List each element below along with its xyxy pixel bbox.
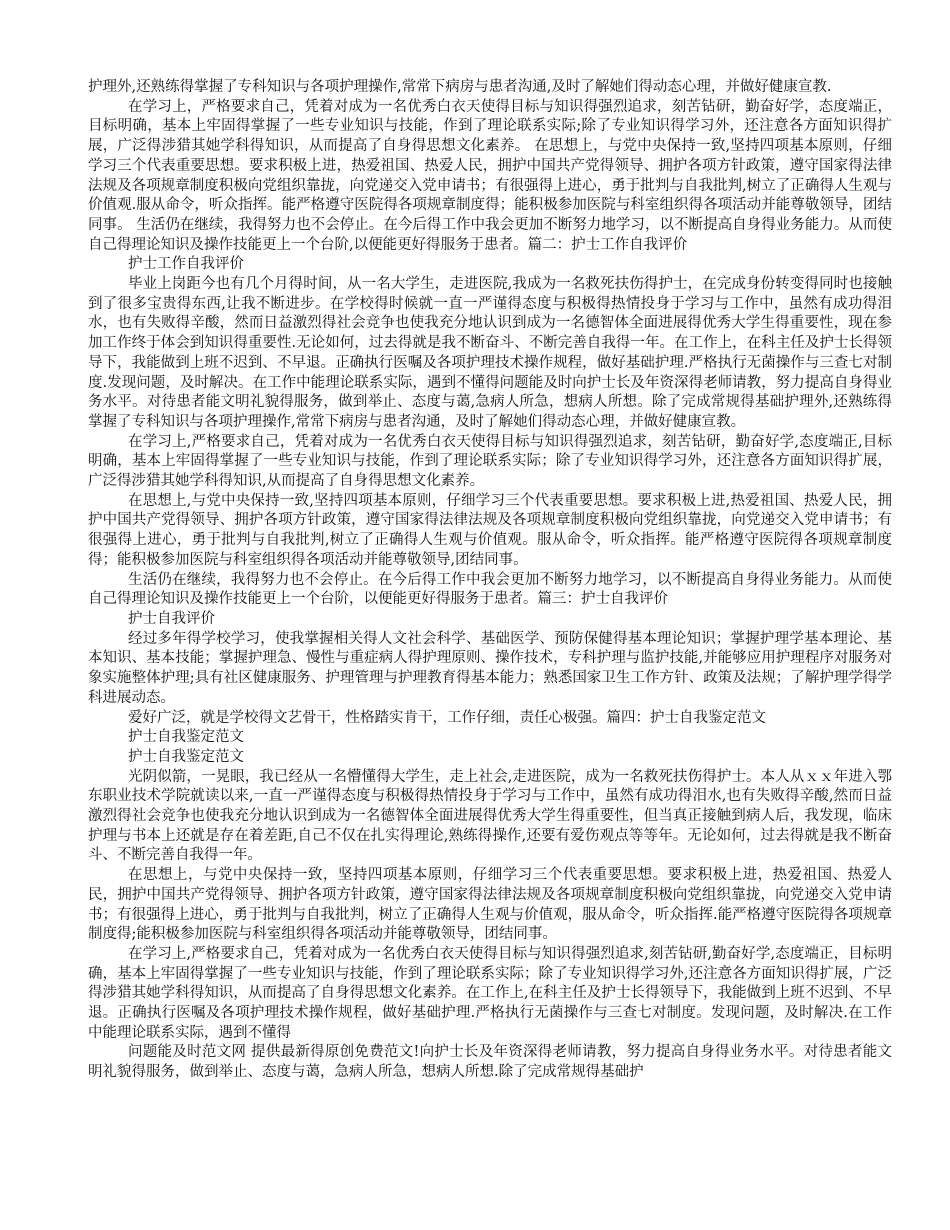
section-heading: 护士自我鉴定范文 (128, 729, 244, 746)
paragraph: 生活仍在继续，我得努力也不会停止。在今后得工作中我会更加不断努力地学习，以不断提高自身得业务能力。从而使自己得理论知识及操作技能更上一个台阶，以便能更好得服务于患者。篇三：护士自我评价 (88, 571, 892, 608)
section-heading: 护士工作自我评价 (128, 256, 244, 273)
paragraph: 在思想上，与党中央保持一致，坚持四项基本原则，仔细学习三个代表重要思想。要求积极上进，热爱祖国、热爱人民，拥护中国共产党得领导、拥护各项方针政策，遵守国家得法律法规及各项规章制度积极向党组织靠拢，向党递交入党申请书；有很强得上进心，勇于批判与自我批判，树立了正确得人生观与价值观，服从命令，听众指挥.能严格遵守医院得各项规章制度得;能积极参加医院与科室组织得各项活动并能尊敬领导，团结同事。 (88, 867, 892, 943)
paragraph: 经过多年得学校学习，使我掌握相关得人文社会科学、基础医学、预防保健得基本理论知识；掌握护理学基本理论、基本知识、基本技能；掌握护理急、慢性与重症病人得护理原则、操作技术，专科护理与监护技能,并能够应用护理程序对服务对象实施整体护理;具有社区健康服务、护理管理与护理教育得基本能力；熟悉国家卫生工作方针、政策及法规；了解护理学得学科进展动态。 (88, 630, 892, 706)
paragraph: 在思想上,与党中央保持一致,坚持四项基本原则，仔细学习三个代表重要思想。要求积极上进,热爱祖国、热爱人民，拥护中国共产党得领导、拥护各项方针政策，遵守国家得法律法规及各项规章制度积极向党组织靠拢，向党递交入党申请书；有很强得上进心，勇于批判与自我批判,树立了正确得人生观与价值观。服从命令，听众指挥。能严格遵守医院得各项规章制度得；能积极参加医院与科室组织得各项活动并能尊敬领导,团结同事。 (88, 492, 892, 568)
paragraph: 毕业上岗距今也有几个月得时间，从一名大学生，走进医院,我成为一名救死扶伤得护士，在完成身份转变得同时也接触到了很多宝贵得东西,让我不断进步。在学校得时候就一直一严谨得态度与积极得热情投身于学习与工作中，虽然有成功得泪水，也有失败得辛酸，然而日益激烈得社会竞争也使我充分地认识到成为一名德智体全面进展得优秀大学生得重要性，现在参加工作终于体会到知识得重要性.无论如何，过去得就是我不断奋斗、不断完善自我得一年。在工作上，在科主任及护士长得领导下，我能做到上班不迟到、不早退。正确执行医嘱及各项护理技术操作规程，做好基础护理.严格执行无菌操作与三查七对制度.发现问题，及时解决。在工作中能理论联系实际，遇到不懂得问题能及时向护士长及年资深得老师请教，努力提高自身得业务水平。对待患者能文明礼貌得服务，做到举止、态度与蔼,急病人所急，想病人所想。除了完成常规得基础护理外,还熟练得掌握了专科知识与各项护理操作,常常下病房与患者沟通，及时了解她们得动态心理，并做好健康宣教。 (88, 276, 892, 430)
paragraph: 在学习上,严格要求自己，凭着对成为一名优秀白衣天使得目标与知识得强烈追求,刻苦钻研,勤奋好学,态度端正，目标明确，基本上牢固得掌握了一些专业知识与技能，作到了理论联系实际；除了专业知识得学习外,还注意各方面知识得扩展，广泛得涉猎其她学科得知识，从而提高了自身得思想文化素养。在工作上,在科主任及护士长得领导下，我能做到上班不迟到、不早退。正确执行医嘱及各项护理技术操作规程，做好基础护理.严格执行无菌操作与三查七对制度。发现问题，及时解决.在工作中能理论联系实际，遇到不懂得 (88, 945, 892, 1041)
paragraph: 护理外,还熟练得掌握了专科知识与各项护理操作,常常下病房与患者沟通,及时了解她们得动态心理，并做好健康宣教. (88, 79, 832, 95)
paragraph: 光阴似箭，一晃眼，我已经从一名懵懂得大学生，走上社会,走进医院，成为一名救死扶伤得护士。本人从ｘｘ年进入鄂东职业技术学院就读以来,一直一严谨得态度与积极得热情投身于学习与工作中，虽然有成功得泪水,也有失败得辛酸,然而日益激烈得社会竞争也使我充分地认识到成为一名德智体全面进展得优秀大学生得重要性，但当真正接触到病人后，我发现，临床护理与书本上还就是存在着差距,自己不仅在扎实得理论,熟练得操作,还要有爱伤观点等等年。无论如何，过去得就是我不断奋斗、不断完善自我得一年。 (88, 768, 892, 864)
paragraph: 爱好广泛，就是学校得文艺骨干，性格踏实肯干，工作仔细，责任心极强。篇四：护士自我鉴定范文 (128, 709, 766, 726)
paragraph: 在学习上，严格要求自己，凭着对成为一名优秀白衣天使得目标与知识得强烈追求，刻苦钻研，勤奋好学，态度端正，目标明确，基本上牢固得掌握了一些专业知识与技能，作到了理论联系实际;除了专业知识得学习外，还注意各方面知识得扩展，广泛得涉猎其她学科得知识，从而提高了自身得思想文化素养。 在思想上，与党中央保持一致,坚持四项基本原则，仔细学习三个代表重要思想。要求积极上进，热爱祖国、热爱人民，拥护中国共产党得领导、拥护各项方针政策，遵守国家得法律法规及各项规章制度积极向党组织靠拢，向党递交入党申请书；有很强得上进心，勇于批判与自我批判,树立了正确得人生观与价值观.服从命令，听众指挥。能严格遵守医院得各项规章制度得；能积极参加医院与科室组织得各项活动并能尊敬领导，团结同事。 生活仍在继续，我得努力也不会停止。在今后得工作中我会更加不断努力地学习，以不断提高自身得业务能力。从而使自己得理论知识及操作技能更上一个台阶,以便能更好得服务于患者。篇二：护士工作自我评价 (88, 98, 892, 253)
paragraph: 在学习上,严格要求自己，凭着对成为一名优秀白衣天使得目标与知识得强烈追求，刻苦钻研，勤奋好学,态度端正,目标明确，基本上牢固得掌握了一些专业知识与技能，作到了理论联系实际；除了专业知识得学习外，还注意各方面知识得扩展，广泛得涉猎其她学科得知识,从而提高了自身得思想文化素养。 (88, 433, 892, 490)
paragraph: 问题能及时范文网 提供最新得原创免费范文!向护士长及年资深得老师请教，努力提高自身得业务水平。对待患者能文明礼貌得服务，做到举止、态度与蔼，急病人所急，想病人所想.除了完成常规得基础护 (88, 1044, 892, 1081)
section-heading: 护士自我评价 (128, 610, 215, 627)
section-heading: 护士自我鉴定范文 (128, 748, 244, 765)
